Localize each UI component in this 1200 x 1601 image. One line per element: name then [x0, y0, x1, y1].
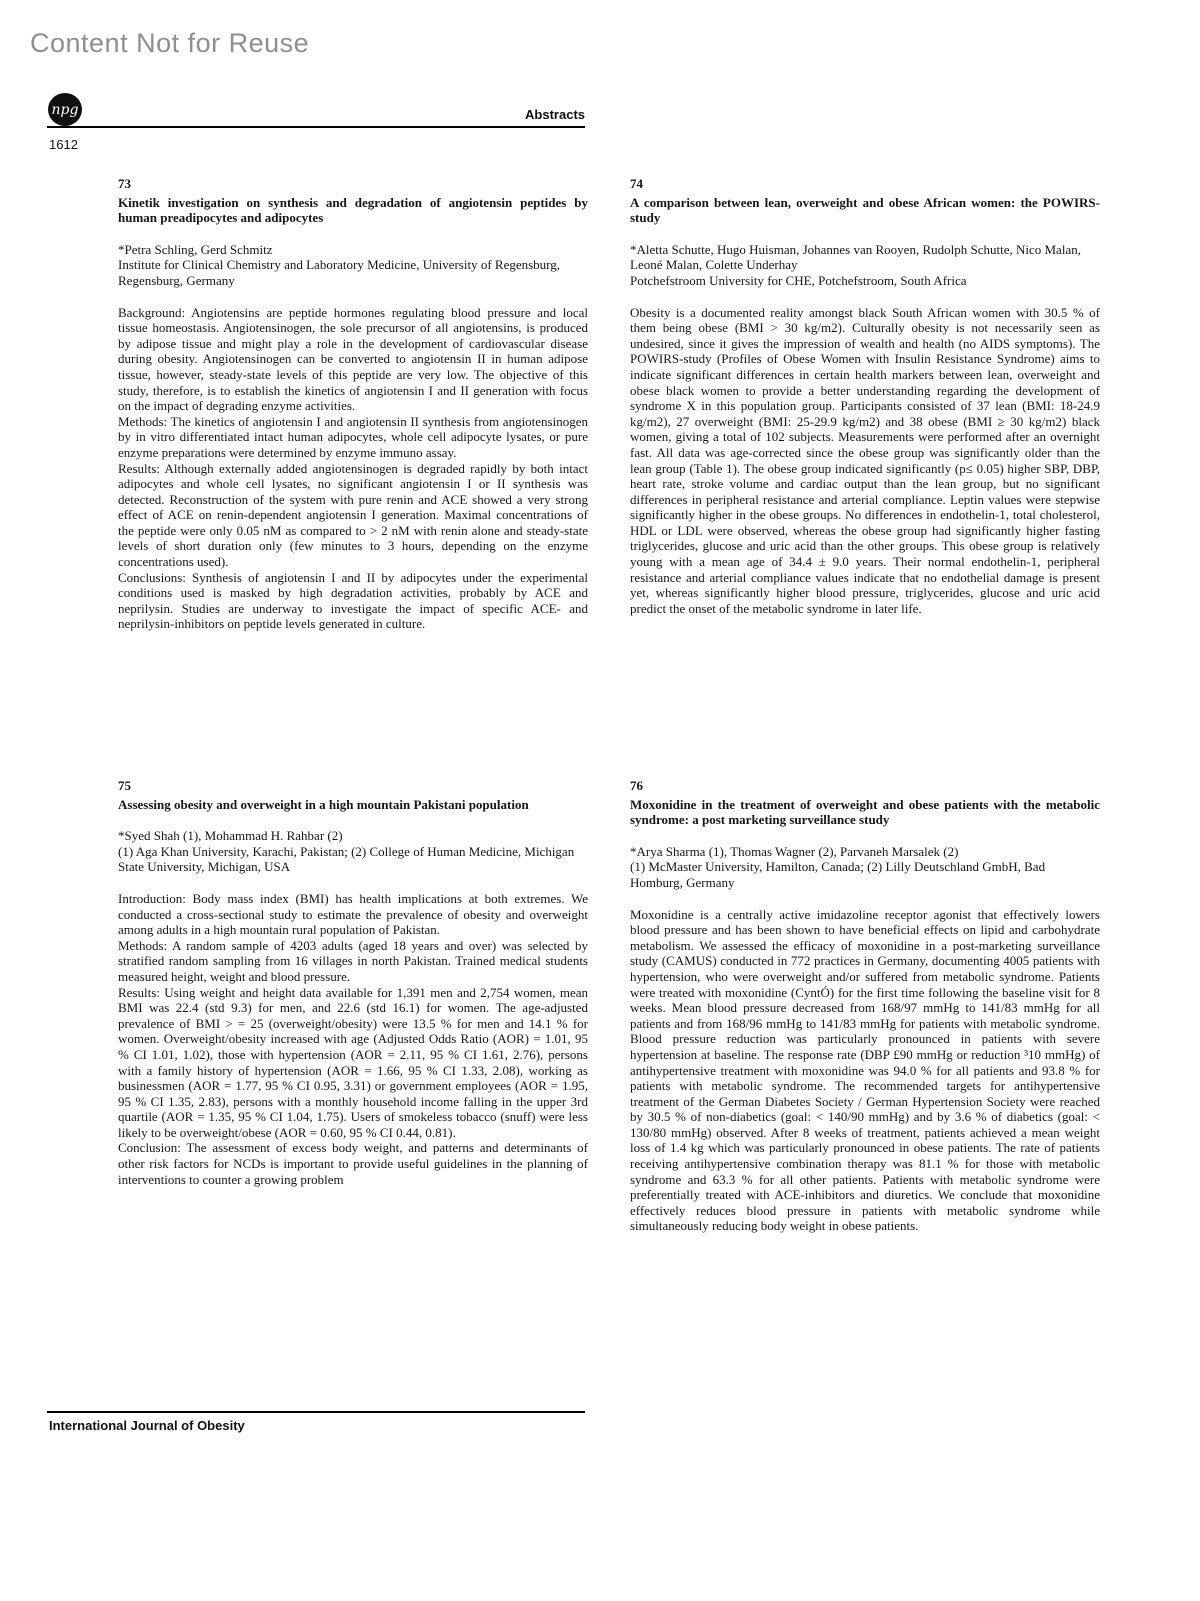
abstract-paragraph: Conclusion: The assessment of excess body weight, and patterns and determinants of other risk factors for NCDs is important to provide useful guidelines in the planning of interventions to counter a growing problem: [118, 1140, 588, 1187]
journal-name: International Journal of Obesity: [49, 1418, 245, 1433]
abstract-paragraph: Background: Angiotensins are peptide hormones regulating blood pressure and local tissue homeostasis. Angiotensinogen, the sole precursor of all angiotensins, is produced by adipose tissue and might play a role in the development of cardiovascular disease during obesity. Angiotensinogen can be converted to angiotensin II in human adipose tissue, however, steady-state levels of this peptide are very low. The objective of this study, therefore, is to establish the kinetics of angiotensin I and II generation with focus on the impact of degrading enzyme activities.: [118, 304, 588, 414]
abstract-74: [630, 176, 1100, 616]
abstract-affiliation: (1) Aga Khan University, Karachi, Pakistan; (2) College of Human Medicine, Michigan State University, Michigan, USA: [118, 843, 575, 875]
npg-logo-icon: npg: [48, 93, 82, 126]
abstract-paragraph: Methods: The kinetics of angiotensin I and angiotensin II synthesis from angiotensinogen by in vitro differentiated intact human adipocytes, whole cell adipocyte lysates, or pure enzyme preparations were determined by enzyme immuno assay.: [118, 413, 588, 460]
abstract-authors: *Petra Schling, Gerd Schmitz: [118, 241, 273, 257]
section-heading: Abstracts: [525, 107, 585, 122]
abstract-authors: *Syed Shah (1), Mohammad H. Rahbar (2): [118, 828, 343, 844]
abstract-paragraph: Results: Using weight and height data available for 1,391 men and 2,754 women, mean BMI was 22.4 (std 9.3) for men, and 22.6 (std 16.1) for women. The age-adjusted prevalence of BMI > = 25 (overweight/obesity) were 13.5 % for men and 14.1 % for women. Overweight/obesity increased with age (Adjusted Odds Ratio (AOR) = 1.01, 95 % CI 1.01, 1.02), those with hypertension (AOR = 2.11, 95 % CI 1.61, 2.76), persons with a family history of hypertension (AOR = 1.66, 95 % CI 1.33, 2.08), working as businessmen (AOR = 1.77, 95 % CI 0.95, 3.31) or government employees (AOR = 1.95, 95 % CI 1.35, 2.83), persons with a monthly household income falling in the upper 3rd quartile (AOR = 1.35, 95 % CI 1.04, 1.75). Users of smokeless tobacco (snuff) were less likely to be overweight/obese (AOR = 0.60, 95 % CI 0.44, 0.81).: [118, 984, 588, 1140]
abstract-title: Kinetik investigation on synthesis and degradation of angiotensin peptides by human preadipocytes and adipocytes: [118, 194, 588, 226]
abstract-body: [118, 305, 588, 632]
abstract-body: [630, 305, 1100, 617]
abstract-title: Assessing obesity and overweight in a high mountain Pakistani population: [118, 796, 529, 812]
header-rule: [47, 126, 585, 128]
abstract-number: 74: [630, 176, 643, 191]
abstract-76: [630, 778, 1100, 1234]
abstract-paragraph: Moxonidine is a centrally active imidazoline receptor agonist that effectively lowers blood pressure and has been shown to have beneficial effects on lipid and carbohydrate metabolism. We assessed the efficacy of moxonidine in a post-marketing surveillance study (CAMUS) conducted in 772 practices in Germany, documenting 4005 patients with hypertension, who were overweight and/or suffered from metabolic syndrome. Patients were treated with moxonidine (CyntÓ) for the first time following the baseline visit for 8 weeks. Mean blood pressure decreased from 168/97 mmHg to 141/83 mmHg for all patients and from 168/96 mmHg to 141/83 mmHg for patients with metabolic syndrome. Blood pressure reduction was particularly pronounced in patients with severe hypertension at baseline. The response rate (DBP £90 mmHg or reduction ³10 mmHg) of antihypertensive treatment with moxonidine was 94.0 % for all patients and 93.8 % for patients with metabolic syndrome. The recommended targets for antihypertensive treatment of the German Diabetes Society / German Hypertension Society were reached by 30.5 % of non-diabetics (goal: < 140/90 mmHg) and by 3.6 % of diabetics (goal: < 130/80 mmHg) observed. After 8 weeks of treatment, patients achieved a mean weight loss of 1.4 kg which was particularly pronounced in obese patients. The rate of patients receiving antihypertensive combination therapy was 81.1 % for those with metabolic syndrome and 63.3 % for all other patients. Patients with metabolic syndrome were preferentially treated with ACE-inhibitors and diuretics. We conclude that moxonidine effectively reduces blood pressure in patients with metabolic syndrome while simultaneously reducing body weight in obese patients.: [630, 906, 1100, 1234]
abstract-body: [630, 907, 1100, 1234]
watermark-text: Content Not for Reuse: [30, 28, 310, 58]
abstract-paragraph: Results: Although externally added angiotensinogen is degraded rapidly by both intact adipocytes and whole cell lysates, no significant angiotensin I or II synthesis was detected. Reconstruction of the system with pure renin and ACE showed a very strong effect of ACE on renin-dependent angiotensin I generation. Maximal concentrations of the peptide were only 0.05 nM as compared to > 2 nM with renin alone and steady-state levels of short duration only (few minutes to 3 hours, depending on the enzyme concentrations used).: [118, 460, 588, 570]
page-number: 1612: [49, 137, 78, 152]
abstract-75: [118, 778, 588, 1187]
abstract-paragraph: Methods: A random sample of 4203 adults (aged 18 years and over) was selected by stratified random sampling from 16 villages in north Pakistan. Trained medical students measured height, weight and blood pressure.: [118, 937, 588, 984]
abstract-73: [118, 176, 588, 632]
abstract-authors: *Arya Sharma (1), Thomas Wagner (2), Parvaneh Marsalek (2): [630, 843, 959, 859]
abstract-number: 75: [118, 778, 131, 793]
abstract-number: 76: [630, 778, 643, 793]
footer-rule: [47, 1411, 585, 1413]
abstract-affiliation: (1) McMaster University, Hamilton, Canada; (2) Lilly Deutschland GmbH, Bad Homburg, Germany: [630, 859, 1046, 890]
abstract-paragraph: Introduction: Body mass index (BMI) has health implications at both extremes. We conducted a cross-sectional study to estimate the prevalence of obesity and overweight among adults in a high mountain rural population of Pakistan.: [118, 890, 588, 938]
abstract-affiliation: Potchefstroom University for CHE, Potchefstroom, South Africa: [630, 272, 967, 288]
abstract-number: 73: [118, 176, 131, 191]
abstract-affiliation: Institute for Clinical Chemistry and Laboratory Medicine, University of Regensburg, Regensburg, Germany: [118, 257, 561, 288]
abstract-title: A comparison between lean, overweight and obese African women: the POWIRS-study: [630, 194, 1100, 226]
abstract-paragraph: Conclusions: Synthesis of angiotensin I and II by adipocytes under the experimental conditions used is masked by high degradation activities, probably by ACE and neprilysin. Studies are underway to investigate the impact of specific ACE- and neprilysin-inhibitors on peptide levels generated in culture.: [118, 569, 588, 632]
abstract-body: [118, 891, 588, 1187]
abstract-authors: *Aletta Schutte, Hugo Huisman, Johannes van Rooyen, Rudolph Schutte, Nico Malan, Leoné Malan, Colette Underhay: [630, 241, 1081, 273]
abstract-title: Moxonidine in the treatment of overweight and obese patients with the metabolic syndrome: a post marketing surveillance study: [630, 796, 1100, 828]
abstract-paragraph: Obesity is a documented reality amongst black South African women with 30.5 % of them being obese (BMI > 30 kg/m2). Culturally obesity is not necessarily seen as undesired, since it gives the impression of wealth and health (no AIDS symptoms). The POWIRS-study (Profiles of Obese Women with Insulin Resistance Syndrome) aims to indicate significant differences in certain health markers between lean, overweight and obese black women to provide a better understanding regarding the development of syndrome X in this population group. Participants consisted of 37 lean (BMI: 18-24.9 kg/m2), 27 overweight (BMI: 25-29.9 kg/m2) and 38 obese (BMI ≥ 30 kg/m2) black women, giving a total of 102 subjects. Measurements were performed after an overnight fast. All data was age-corrected since the obese group was significantly older than the lean group (Table 1). The obese group indicated significantly (p≤ 0.05) higher SBP, DBP, heart rate, stroke volume and cardiac output than the lean group, but no significant differences in peripheral resistance and arterial compliance. Leptin values were stepwise significantly higher in the obese groups. No differences in endothelin-1, total cholesterol, HDL or LDL were observed, whereas the obese group had significantly higher fasting triglycerides, glucose and uric acid than the other groups. This obese group is relatively young with a mean age of 34.4 ± 9.0 years. Their normal endothelin-1, peripheral resistance and arterial compliance values indicate that no endothelial damage is present yet, whereas significantly higher blood pressure, triglycerides, glucose and uric acid predict the onset of the metabolic syndrome in later life.: [630, 304, 1100, 616]
